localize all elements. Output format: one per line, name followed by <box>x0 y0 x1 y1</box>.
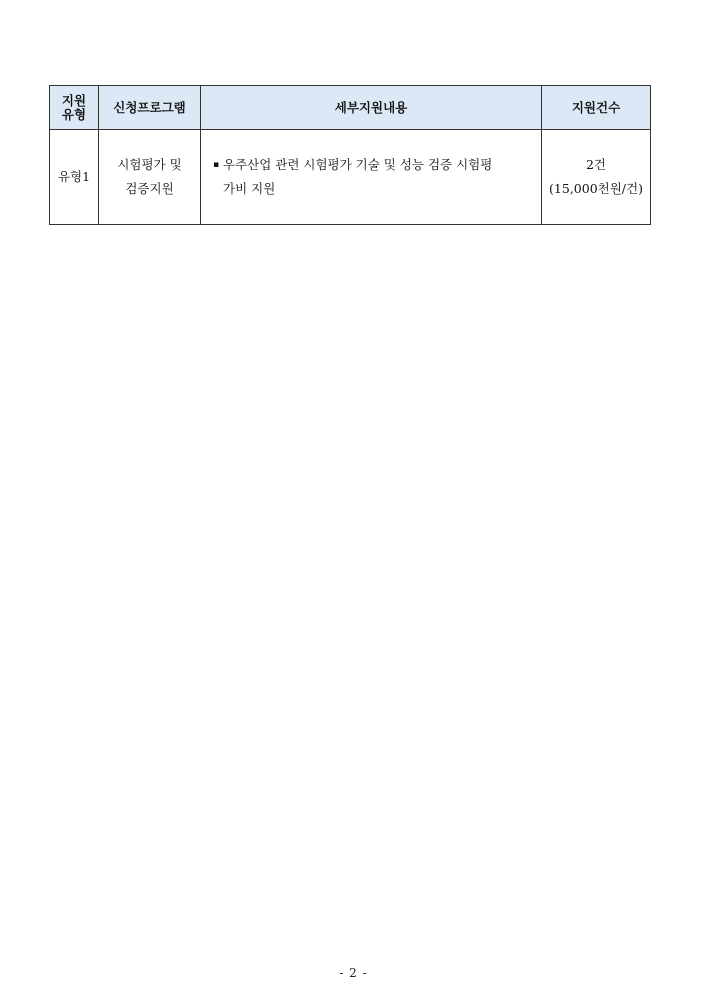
cell-count <box>542 130 651 225</box>
header-program-label: 신청프로그램 <box>113 99 186 115</box>
header-count <box>542 86 651 130</box>
cell-detail <box>201 130 542 225</box>
count-line-2: (15,000천원/건) <box>549 181 643 196</box>
support-table <box>49 85 651 225</box>
header-detail-label: 세부지원내용 <box>334 99 408 115</box>
header-support-type <box>50 86 99 130</box>
detail-line-1: 우주산업 관련 시험평가 기술 및 성능 검증 시험평 <box>223 157 493 172</box>
bullet-icon: ▪ <box>213 160 220 170</box>
table-row <box>50 130 651 225</box>
detail-line-2: 가비 지원 <box>223 181 276 196</box>
cell-support-type <box>50 130 99 225</box>
program-line-2: 검증지원 <box>125 181 174 196</box>
cell-program <box>99 130 201 225</box>
table-header-row <box>50 86 651 130</box>
header-support-type-label: 지원 유형 <box>61 92 87 122</box>
header-program <box>99 86 201 130</box>
header-detail <box>201 86 542 130</box>
header-count-label: 지원건수 <box>571 99 621 115</box>
support-type-value: 유형1 <box>57 169 91 184</box>
page-number: - 2 - <box>339 966 368 980</box>
program-line-1: 시험평가 및 <box>117 157 182 172</box>
count-line-1: 2건 <box>585 157 607 172</box>
